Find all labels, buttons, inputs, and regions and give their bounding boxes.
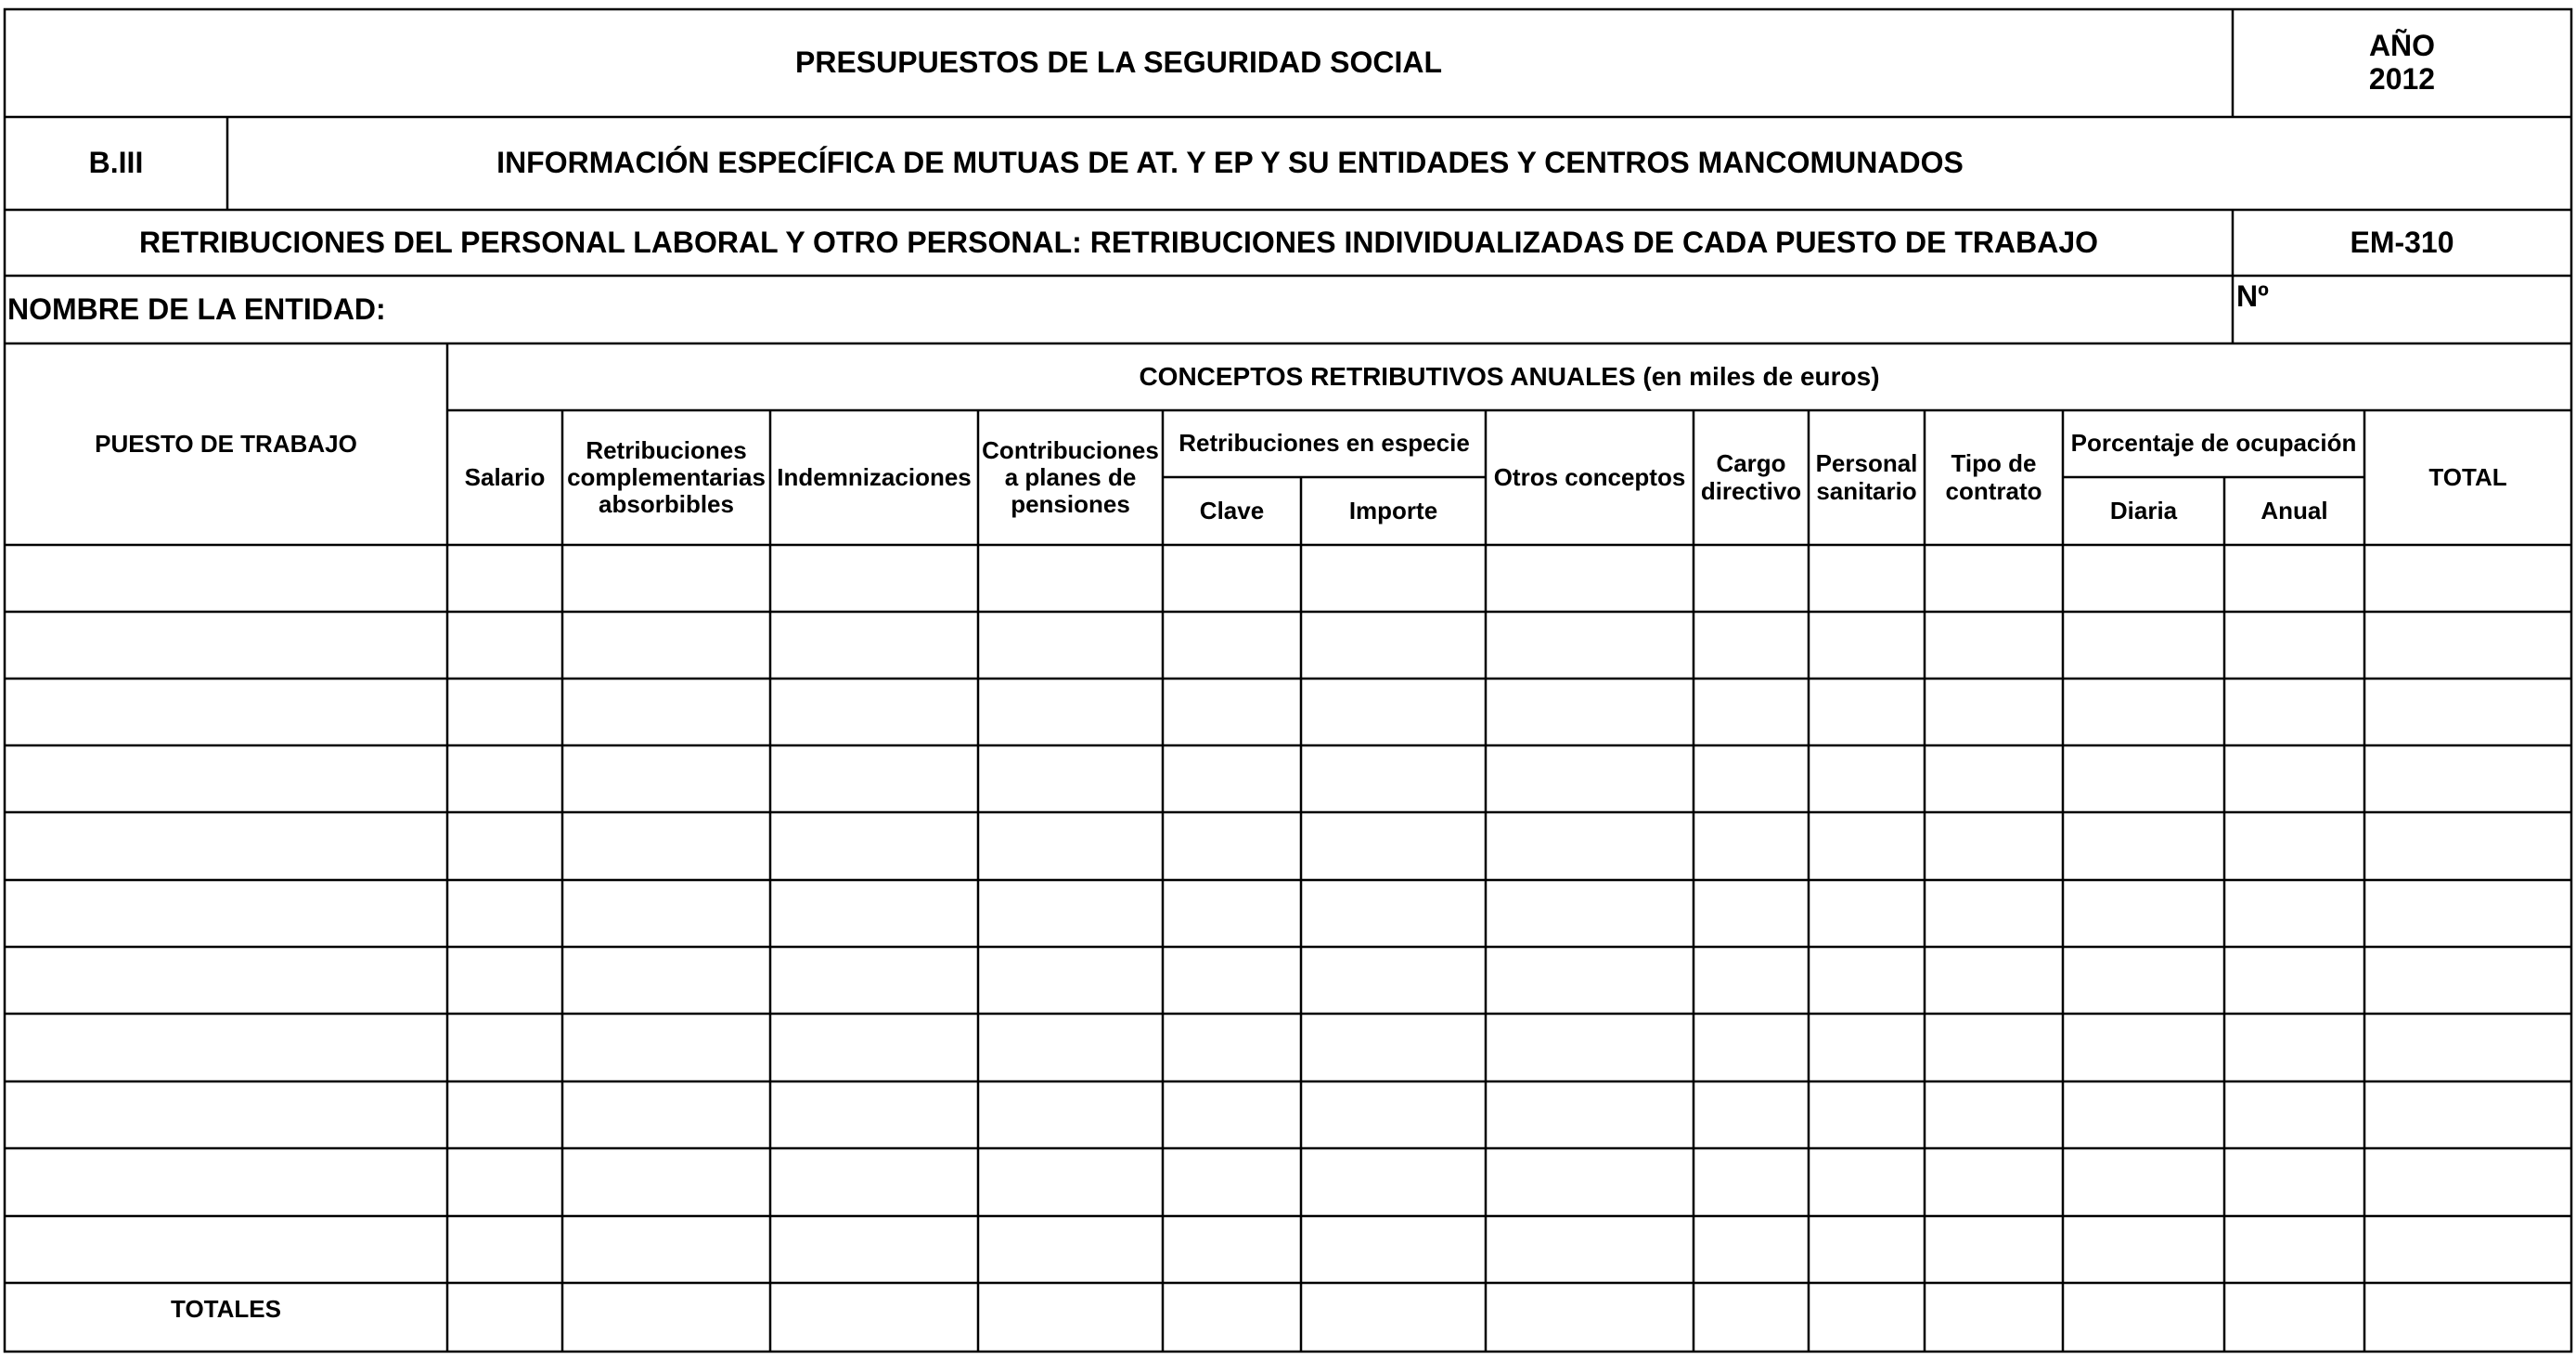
col-header-cargo: Cargo directivo	[1700, 449, 1802, 505]
year-value: 2012	[2368, 62, 2436, 96]
entity-number-label: Nº	[2236, 279, 2269, 314]
form-title: RETRIBUCIONES DEL PERSONAL LABORAL Y OTRO PERSONAL: RETRIBUCIONES INDIVIDUALIZADAS DE CADA PUESTO DE TRABAJO	[139, 225, 2098, 259]
col-header-indemnizaciones: Indemnizaciones	[777, 462, 972, 491]
col-header-anual: Anual	[2260, 496, 2328, 524]
page-title: PRESUPUESTOS DE LA SEGURIDAD SOCIAL	[795, 45, 1442, 80]
col-header-tipo-contrato: Tipo de contrato	[1945, 449, 2042, 505]
section-code: B.III	[88, 146, 144, 180]
totals-label: TOTALES	[171, 1295, 281, 1324]
col-header-puesto: PUESTO DE TRABAJO	[95, 429, 357, 458]
group-header-conceptos: CONCEPTOS RETRIBUTIVOS ANUALES (en miles de euros)	[1139, 362, 1880, 392]
col-header-importe: Importe	[1348, 496, 1438, 524]
col-header-diaria: Diaria	[2109, 496, 2178, 524]
col-header-otros: Otros conceptos	[1493, 462, 1686, 491]
col-header-total: TOTAL	[2428, 462, 2507, 491]
section-title: INFORMACIÓN ESPECÍFICA DE MUTUAS DE AT. Y EP Y SU ENTIDADES Y CENTROS MANCOMUNADOS	[496, 146, 1964, 180]
col-header-sanitario: Personal sanitario	[1815, 449, 1918, 505]
year-block	[2233, 9, 2571, 117]
col-header-contribuciones: Contribuciones a planes de pensiones	[982, 435, 1159, 519]
col-header-retribuciones-complementarias: Retribuciones complementarias absorbibles	[567, 435, 766, 519]
group-header-ocupacion: Porcentaje de ocupación	[2070, 429, 2357, 458]
entity-name-label: NOMBRE DE LA ENTIDAD:	[7, 291, 386, 326]
group-header-especie: Retribuciones en especie	[1179, 429, 1470, 458]
col-header-salario: Salario	[464, 462, 546, 491]
year-label: AÑO	[2368, 29, 2436, 63]
col-header-clave: Clave	[1199, 496, 1265, 524]
form-code: EM-310	[2350, 225, 2454, 259]
